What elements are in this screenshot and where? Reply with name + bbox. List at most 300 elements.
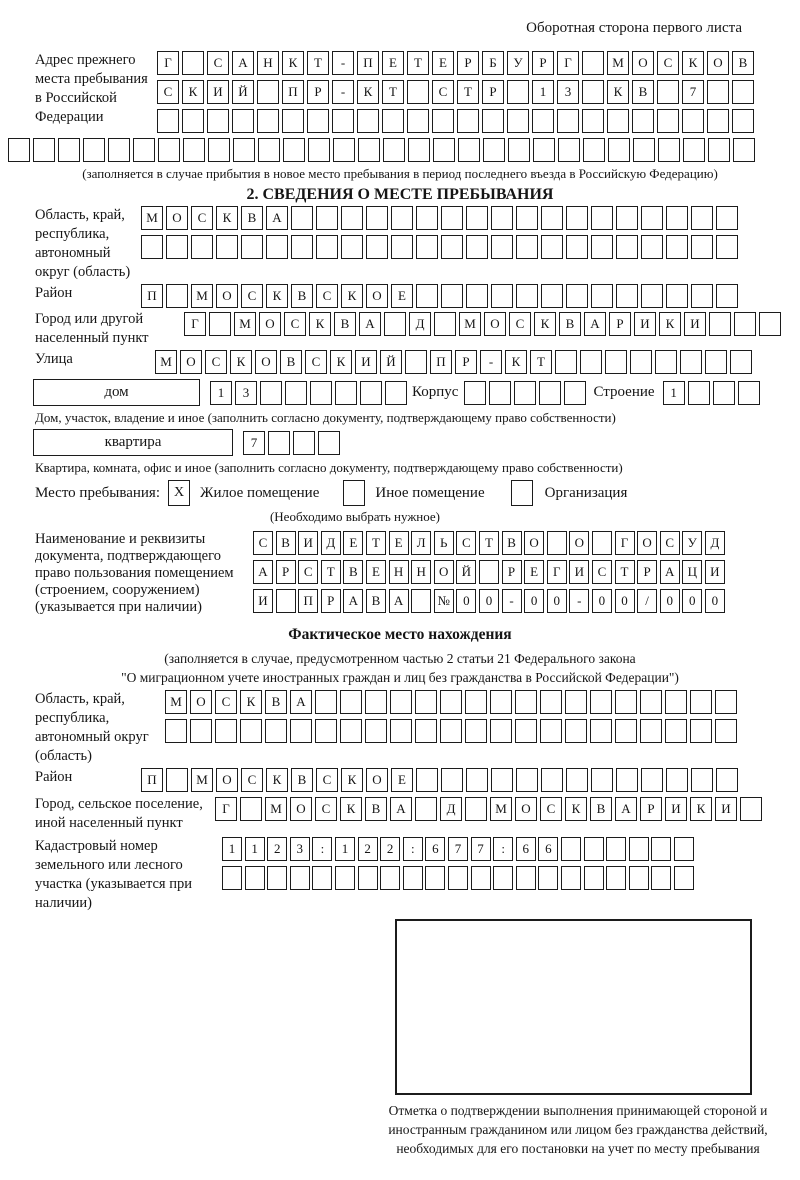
char-box: С xyxy=(191,206,213,230)
char-box: - xyxy=(569,589,589,613)
char-box: О xyxy=(524,531,544,555)
char-box xyxy=(566,284,588,308)
char-box: Р xyxy=(502,560,522,584)
char-box xyxy=(408,138,430,162)
char-box: О xyxy=(484,312,506,336)
char-box xyxy=(265,719,287,743)
char-box xyxy=(365,690,387,714)
char-box xyxy=(415,797,437,821)
char-box xyxy=(407,80,429,104)
char-box xyxy=(258,138,280,162)
char-box: Г xyxy=(557,51,579,75)
char-box xyxy=(633,138,655,162)
char-box: С xyxy=(509,312,531,336)
char-box xyxy=(482,109,504,133)
char-box: Д xyxy=(440,797,462,821)
char-box xyxy=(541,768,563,792)
char-box xyxy=(582,109,604,133)
char-box: Т xyxy=(615,560,635,584)
char-box xyxy=(432,109,454,133)
city-grid xyxy=(184,312,784,336)
char-box: С xyxy=(657,51,679,75)
char-box xyxy=(209,312,231,336)
char-box: 1 xyxy=(222,837,242,861)
char-box: С xyxy=(157,80,179,104)
char-box: С xyxy=(253,531,273,555)
char-box xyxy=(233,138,255,162)
char-box xyxy=(493,866,513,890)
char-box: О xyxy=(180,350,202,374)
char-box: - xyxy=(332,80,354,104)
char-box xyxy=(479,560,499,584)
char-box xyxy=(716,284,738,308)
char-box xyxy=(680,350,702,374)
char-box xyxy=(540,690,562,714)
actual-region-label: Область, край, республика, автономный округ (область) xyxy=(35,691,149,764)
char-box: 0 xyxy=(615,589,635,613)
char-box xyxy=(267,866,287,890)
char-box: Е xyxy=(382,51,404,75)
char-box: Д xyxy=(705,531,725,555)
char-box xyxy=(491,235,513,259)
char-box xyxy=(290,866,310,890)
char-box: 0 xyxy=(456,589,476,613)
char-box: 2 xyxy=(267,837,287,861)
char-box xyxy=(405,350,427,374)
char-box xyxy=(515,719,537,743)
char-box xyxy=(514,381,536,405)
char-box xyxy=(366,235,388,259)
char-box xyxy=(403,866,423,890)
char-box xyxy=(538,866,558,890)
char-box xyxy=(222,866,242,890)
char-box xyxy=(716,235,738,259)
char-box: К xyxy=(266,284,288,308)
char-box xyxy=(293,431,315,455)
char-box xyxy=(730,350,752,374)
char-box xyxy=(441,206,463,230)
char-box: К xyxy=(682,51,704,75)
char-box xyxy=(759,312,781,336)
char-box xyxy=(83,138,105,162)
char-box xyxy=(441,284,463,308)
char-box: В xyxy=(241,206,263,230)
char-box xyxy=(566,235,588,259)
char-box: Р xyxy=(482,80,504,104)
char-box xyxy=(240,797,262,821)
char-box: П xyxy=(141,284,163,308)
char-box: - xyxy=(502,589,522,613)
char-box xyxy=(591,768,613,792)
char-box xyxy=(708,138,730,162)
char-box: С xyxy=(660,531,680,555)
char-box: Т xyxy=(530,350,552,374)
char-box: Ь xyxy=(434,531,454,555)
char-box xyxy=(507,80,529,104)
char-box: Р xyxy=(457,51,479,75)
char-box: К xyxy=(505,350,527,374)
actual-city-label: Город, сельское поселение, иной населенный пункт xyxy=(35,796,203,831)
char-box xyxy=(655,350,677,374)
char-box xyxy=(616,206,638,230)
char-box xyxy=(606,837,626,861)
char-box xyxy=(566,206,588,230)
char-box xyxy=(240,719,262,743)
char-box xyxy=(674,866,694,890)
char-box: М xyxy=(607,51,629,75)
char-box xyxy=(590,690,612,714)
house-label: дом xyxy=(104,384,129,400)
apartment-label: квартира xyxy=(104,434,162,450)
char-box xyxy=(133,138,155,162)
char-box xyxy=(690,690,712,714)
char-box xyxy=(166,768,188,792)
char-box xyxy=(466,768,488,792)
char-box: Н xyxy=(257,51,279,75)
char-box: С xyxy=(298,560,318,584)
char-box xyxy=(434,312,456,336)
prev-address-grid xyxy=(157,51,757,133)
char-box xyxy=(282,109,304,133)
section2-title: 2. СВЕДЕНИЯ О МЕСТЕ ПРЕБЫВАНИЯ xyxy=(246,186,554,203)
stay-type-block xyxy=(35,480,800,506)
char-box: Р xyxy=(276,560,296,584)
char-box xyxy=(713,381,735,405)
char-box xyxy=(691,768,713,792)
char-box: А xyxy=(253,560,273,584)
char-box xyxy=(691,235,713,259)
char-box: О xyxy=(637,531,657,555)
char-box xyxy=(641,206,663,230)
char-box: / xyxy=(637,589,657,613)
street-block xyxy=(35,350,800,374)
char-box: И xyxy=(207,80,229,104)
char-box: П xyxy=(282,80,304,104)
char-box: А xyxy=(359,312,381,336)
char-box xyxy=(715,719,737,743)
char-box xyxy=(457,109,479,133)
char-box xyxy=(33,138,55,162)
char-box xyxy=(365,719,387,743)
char-box: А xyxy=(615,797,637,821)
char-box: : xyxy=(403,837,423,861)
char-box xyxy=(366,206,388,230)
actual-district-label: Район xyxy=(35,769,73,785)
district-label: Район xyxy=(35,285,73,301)
char-box xyxy=(491,206,513,230)
char-box xyxy=(516,206,538,230)
char-box: В xyxy=(502,531,522,555)
char-box xyxy=(738,381,760,405)
char-box xyxy=(245,866,265,890)
char-box xyxy=(641,235,663,259)
char-box: 6 xyxy=(516,837,536,861)
char-box xyxy=(491,284,513,308)
char-box xyxy=(630,350,652,374)
char-box xyxy=(307,109,329,133)
char-box xyxy=(541,235,563,259)
char-box: О xyxy=(166,206,188,230)
char-box xyxy=(257,80,279,104)
char-box xyxy=(616,284,638,308)
stamp-box xyxy=(395,919,752,1095)
actual-location-note-1: (заполняется в случае, предусмотренном частью 2 статьи 21 Федерального закона xyxy=(164,651,636,666)
char-box: 6 xyxy=(538,837,558,861)
char-box xyxy=(407,109,429,133)
char-box xyxy=(582,51,604,75)
char-box: О xyxy=(190,690,212,714)
char-box: 1 xyxy=(532,80,554,104)
char-box xyxy=(516,235,538,259)
char-box xyxy=(732,80,754,104)
char-box: С xyxy=(305,350,327,374)
char-box: 7 xyxy=(682,80,704,104)
char-box: Т xyxy=(407,51,429,75)
char-box xyxy=(540,719,562,743)
char-box: О xyxy=(366,768,388,792)
char-box xyxy=(290,719,312,743)
doc-row-1 xyxy=(253,531,727,555)
char-box xyxy=(483,138,505,162)
char-box: Р xyxy=(321,589,341,613)
char-box xyxy=(690,719,712,743)
char-box xyxy=(157,109,179,133)
char-box: Й xyxy=(456,560,476,584)
prev-address-label: Адрес прежнего места пребывания в Российской Федерации xyxy=(35,52,148,125)
char-box xyxy=(615,690,637,714)
house-note: Дом, участок, владение и иное (заполнить согласно документу, подтверждающему право собственности) xyxy=(35,410,616,425)
char-box xyxy=(382,109,404,133)
char-box xyxy=(466,284,488,308)
char-box xyxy=(541,284,563,308)
char-box xyxy=(732,109,754,133)
char-box: В xyxy=(559,312,581,336)
char-box xyxy=(555,350,577,374)
region-block xyxy=(35,206,800,282)
char-box: Е xyxy=(343,531,363,555)
char-box: В xyxy=(291,284,313,308)
char-box xyxy=(666,206,688,230)
doc-row-3 xyxy=(253,589,727,613)
prev-address-row-1 xyxy=(157,51,757,75)
char-box xyxy=(276,589,296,613)
char-box: И xyxy=(355,350,377,374)
char-box xyxy=(716,768,738,792)
char-box xyxy=(425,866,445,890)
char-box xyxy=(608,138,630,162)
char-box xyxy=(629,866,649,890)
char-box xyxy=(166,284,188,308)
char-box xyxy=(441,768,463,792)
char-box: № xyxy=(434,589,454,613)
char-box: Т xyxy=(366,531,386,555)
char-box: П xyxy=(430,350,452,374)
char-box: Л xyxy=(411,531,431,555)
char-box xyxy=(629,837,649,861)
char-box: : xyxy=(493,837,513,861)
char-box xyxy=(315,690,337,714)
char-box xyxy=(657,109,679,133)
char-box: М xyxy=(234,312,256,336)
actual-district-grid xyxy=(141,768,741,792)
char-box: С xyxy=(205,350,227,374)
doc-label: Наименование и реквизиты документа, подтверждающего право пользования помещением (строением, сооружением) (указывается при наличии) xyxy=(35,531,234,615)
char-box: Е xyxy=(366,560,386,584)
char-box xyxy=(691,206,713,230)
char-box: Б xyxy=(482,51,504,75)
char-box: С xyxy=(316,284,338,308)
char-box xyxy=(207,109,229,133)
cadastral-grid xyxy=(222,837,696,890)
char-box: К xyxy=(357,80,379,104)
char-box xyxy=(716,206,738,230)
char-box: В xyxy=(365,797,387,821)
char-box: Т xyxy=(321,560,341,584)
char-box xyxy=(341,235,363,259)
char-box: 0 xyxy=(592,589,612,613)
region-grid xyxy=(141,206,741,259)
char-box xyxy=(565,690,587,714)
char-box xyxy=(615,719,637,743)
char-box xyxy=(490,719,512,743)
char-box xyxy=(390,690,412,714)
prev-address-overflow-row xyxy=(8,138,800,162)
char-box: В xyxy=(343,560,363,584)
char-box xyxy=(640,690,662,714)
char-box xyxy=(335,866,355,890)
char-box: К xyxy=(340,797,362,821)
actual-region-row-2 xyxy=(165,719,740,743)
char-box xyxy=(507,109,529,133)
char-box: О xyxy=(434,560,454,584)
char-box: П xyxy=(141,768,163,792)
char-box: 7 xyxy=(448,837,468,861)
char-box xyxy=(616,768,638,792)
char-box xyxy=(539,381,561,405)
char-box: 7 xyxy=(243,431,265,455)
house-grid xyxy=(210,381,410,405)
char-box xyxy=(440,690,462,714)
char-box xyxy=(607,109,629,133)
char-box xyxy=(666,768,688,792)
prev-address-block xyxy=(35,51,800,133)
char-box: Т xyxy=(479,531,499,555)
char-box xyxy=(415,719,437,743)
district-block xyxy=(35,284,800,308)
char-box: К xyxy=(230,350,252,374)
char-box: 1 xyxy=(210,381,232,405)
char-box: П xyxy=(357,51,379,75)
char-box xyxy=(183,138,205,162)
char-box: М xyxy=(191,768,213,792)
char-box xyxy=(257,109,279,133)
char-box xyxy=(341,206,363,230)
char-box xyxy=(182,109,204,133)
char-box xyxy=(416,206,438,230)
apartment-label-box xyxy=(33,429,233,456)
char-box: С xyxy=(207,51,229,75)
char-box: М xyxy=(191,284,213,308)
char-box xyxy=(58,138,80,162)
char-box: В xyxy=(732,51,754,75)
char-box xyxy=(683,138,705,162)
stroenie-label: Строение xyxy=(593,384,655,400)
char-box: О xyxy=(216,768,238,792)
char-box: В xyxy=(276,531,296,555)
doc-block xyxy=(35,531,800,616)
char-box: К xyxy=(341,284,363,308)
char-box xyxy=(433,138,455,162)
char-box xyxy=(651,837,671,861)
char-box xyxy=(191,235,213,259)
char-box: - xyxy=(332,51,354,75)
char-box xyxy=(591,235,613,259)
char-box xyxy=(391,206,413,230)
region-row-1 xyxy=(141,206,741,230)
char-box xyxy=(380,866,400,890)
char-box xyxy=(190,719,212,743)
char-box xyxy=(606,866,626,890)
char-box: Р xyxy=(455,350,477,374)
char-box: Р xyxy=(307,80,329,104)
char-box xyxy=(674,837,694,861)
char-box: А xyxy=(232,51,254,75)
region-label: Область, край, республика, автономный округ (область) xyxy=(35,207,131,280)
char-box xyxy=(590,719,612,743)
char-box: 3 xyxy=(235,381,257,405)
char-box: И xyxy=(298,531,318,555)
char-box: Г xyxy=(215,797,237,821)
char-box xyxy=(515,690,537,714)
char-box: К xyxy=(341,768,363,792)
actual-region-block xyxy=(35,690,800,766)
char-box xyxy=(471,866,491,890)
char-box: И xyxy=(715,797,737,821)
prev-address-row-3 xyxy=(157,109,757,133)
char-box: Р xyxy=(532,51,554,75)
char-box: О xyxy=(515,797,537,821)
char-box xyxy=(458,138,480,162)
char-box xyxy=(316,206,338,230)
char-box: М xyxy=(155,350,177,374)
char-box xyxy=(516,284,538,308)
char-box: И xyxy=(684,312,706,336)
char-box xyxy=(489,381,511,405)
char-box: И xyxy=(569,560,589,584)
char-box: А xyxy=(343,589,363,613)
char-box xyxy=(165,719,187,743)
char-box xyxy=(358,866,378,890)
char-box xyxy=(688,381,710,405)
char-box xyxy=(335,381,357,405)
actual-region-row-1 xyxy=(165,690,740,714)
city-block xyxy=(35,310,800,348)
char-box xyxy=(268,431,290,455)
char-box: Ц xyxy=(682,560,702,584)
char-box xyxy=(166,235,188,259)
char-box xyxy=(557,109,579,133)
char-box xyxy=(490,690,512,714)
char-box xyxy=(340,719,362,743)
char-box xyxy=(605,350,627,374)
actual-location-note-2: "О миграционном учете иностранных граждан и лиц без гражданства в Российской Федерации") xyxy=(121,670,679,685)
apartment-block xyxy=(33,429,800,456)
char-box: К xyxy=(607,80,629,104)
char-box: Н xyxy=(389,560,409,584)
char-box: 0 xyxy=(547,589,567,613)
char-box: К xyxy=(690,797,712,821)
char-box: 1 xyxy=(245,837,265,861)
